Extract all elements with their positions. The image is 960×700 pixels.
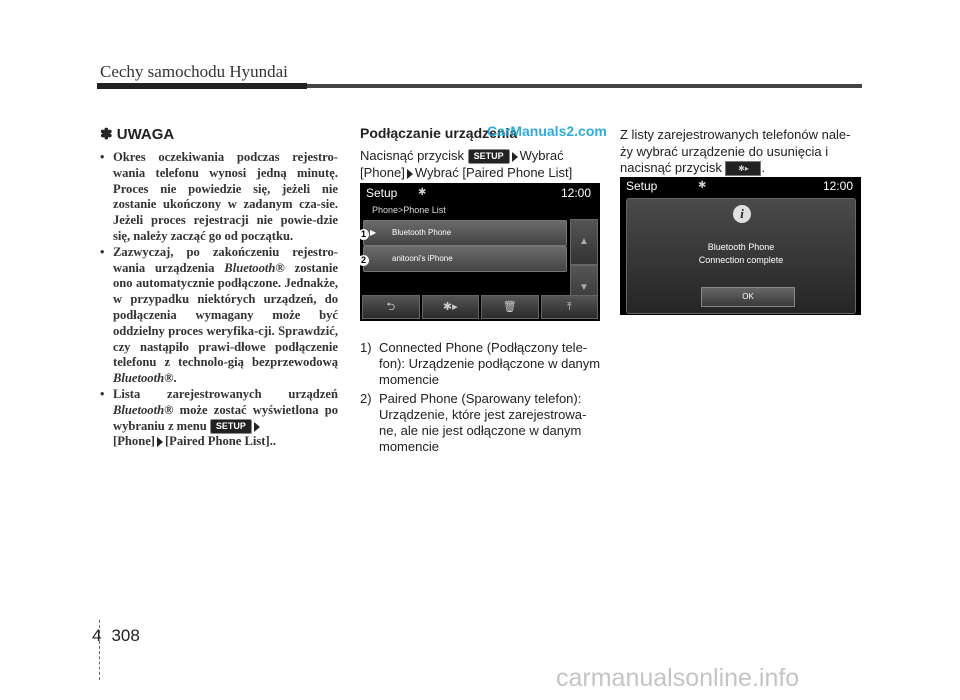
list-item	[360, 391, 602, 455]
instruction-text: Z listy zarejestrowanych telefonów nale-ży wybrać urządzenie do usunięcia i nacisnąć przycisk	[620, 127, 851, 175]
bluetooth-icon: ✱	[418, 187, 427, 198]
phone-list-screen	[360, 183, 600, 321]
page-number-value: 308	[111, 626, 140, 645]
section-instructions	[620, 127, 862, 177]
info-icon: i	[733, 205, 751, 223]
list-item-label: Bluetooth Phone	[392, 228, 452, 237]
bluetooth-icon: ✱	[698, 180, 707, 191]
instruction-text: Wybrać [Phone]	[360, 148, 564, 181]
note-list	[100, 150, 338, 450]
bluetooth-connect-button[interactable]: ✱▸	[422, 295, 480, 319]
list-item-text: Connected Phone (Podłączony tele-fon): Urządzenie podłączone w danym momencie	[379, 340, 601, 387]
list-item-paired[interactable]	[363, 246, 567, 272]
list-number: 2)	[360, 391, 372, 406]
screen-title: Setup	[626, 179, 658, 193]
setup-button-glyph: SETUP	[210, 419, 252, 434]
bluetooth-brand: Bluetooth®	[113, 402, 174, 417]
arrow-right-icon	[407, 169, 413, 179]
clock: 12:00	[823, 179, 854, 193]
note-item: • Zazwyczaj, po zakończeniu rejestro-wania urządzenia Bluetooth® zostanie ono automatycznie podłączone. Jednakże, w przypadku niektórych urządzeń, do podłączenia wymagany może być oddzielny proces weryfika-cji. Sprawdzić, czy nastąpiło prawi-dłowe podłączenie telefonu z technolo-gią bezprzewodową Bluetooth®.	[100, 244, 338, 386]
note-item: • Lista zarejestrowanych urządzeń Bluetooth® może zostać wyświetlona po wybraniu z menu SETUP [Phone] [Paired Phone List]..	[100, 386, 338, 449]
arrow-right-icon	[512, 152, 518, 162]
instruction-text: .	[761, 160, 766, 175]
top-priority-button[interactable]: ⤒	[541, 295, 599, 319]
play-icon: ▶	[370, 228, 377, 237]
bluetooth-brand: Bluetooth®	[224, 260, 285, 275]
note-item-text: Zazwyczaj, po zakończeniu rejestro-wania urządzenia	[113, 244, 338, 275]
header-title: Cechy samochodu Hyundai	[100, 62, 288, 81]
instruction-text: Nacisnąć przycisk	[360, 148, 468, 163]
legend-list	[360, 340, 602, 458]
scroll-down-button[interactable]: ▼	[570, 265, 598, 311]
connection-complete-screen	[620, 177, 861, 315]
connection-dialog	[626, 198, 856, 314]
instruction-text: Wybrać [Paired Phone List]	[414, 165, 573, 181]
note-item-text: [Paired Phone List]..	[164, 434, 276, 449]
list-number: 1)	[360, 340, 372, 355]
arrow-right-icon	[157, 437, 163, 447]
ok-button[interactable]: OK	[701, 287, 795, 307]
note-title: ✽ UWAGA	[100, 126, 175, 143]
header-rule-accent	[97, 83, 307, 89]
note-item-text: może zostać wyświetlona po wybraniu z menu	[113, 402, 338, 433]
screen-toolbar	[362, 295, 598, 319]
delete-button[interactable]: 🗑	[481, 295, 539, 319]
note-item-text: Lista zarejestrowanych urządzeń	[113, 386, 338, 401]
section-title: Podłączanie urządzenia	[360, 125, 518, 141]
note-item: • Okres oczekiwania podczas rejestro-wania telefonu wynosi jedną minutę. Proces nie powiedzie się, jeżeli nie zostanie ukończony w zadanym cza-sie. Jeżeli proces rejestracji nie powie-dzie się, należy zacząć go od początku.	[100, 150, 338, 243]
list-item-label: anitooni's iPhone	[392, 254, 453, 263]
callout-badge: 1	[360, 229, 369, 240]
dialog-line: Bluetooth Phone	[707, 242, 775, 252]
chapter-number: 4	[92, 626, 102, 645]
scroll-up-button[interactable]: ▲	[570, 219, 598, 265]
list-item-text: Paired Phone (Sparowany telefon): Urządzenie, które jest zarejestrowa-ne, ale nie jest odłączone w danym momencie	[379, 391, 587, 454]
setup-button-glyph: SETUP	[468, 149, 510, 164]
site-watermark: carmanualsonline.info	[556, 664, 800, 692]
dialog-line: Connection complete	[698, 255, 784, 265]
note-item-text: zostanie ono automatycznie podłączone. Jednakże, w przypadku niektórych urządzeń, do podłączenia wymagany może być oddzielny proces weryfika-cji. Sprawdzić, czy nastąpiło prawi-dłowe podłączenie telefonu z technolo-gią bezprzewodową	[113, 260, 338, 370]
back-button[interactable]: ⮌	[362, 295, 420, 319]
callout-badge: 2	[360, 255, 369, 266]
list-item-connected[interactable]	[363, 220, 567, 246]
watermark: CarManuals2.com	[487, 123, 607, 139]
arrow-right-icon	[254, 422, 260, 432]
clock: 12:00	[561, 186, 592, 200]
breadcrumb: Phone>Phone List	[372, 205, 446, 215]
note-item-text: [Phone]	[113, 434, 155, 449]
section-instructions	[360, 147, 602, 181]
bluetooth-button-glyph: ✱▸	[725, 161, 761, 176]
note-item-text: Okres oczekiwania podczas rejestro-wania telefonu wynosi jedną minutę. Proces nie powiedzie się, jeżeli nie zostanie ukończony w zadanym cza-sie. Jeżeli proces rejestracji nie powie-dzie się, należy zacząć go od początku.	[113, 150, 338, 243]
screen-title: Setup	[366, 186, 398, 200]
list-item	[360, 340, 602, 388]
page-number	[92, 626, 140, 646]
bluetooth-brand: Bluetooth®	[113, 371, 174, 386]
note-item-text: .	[173, 371, 177, 386]
